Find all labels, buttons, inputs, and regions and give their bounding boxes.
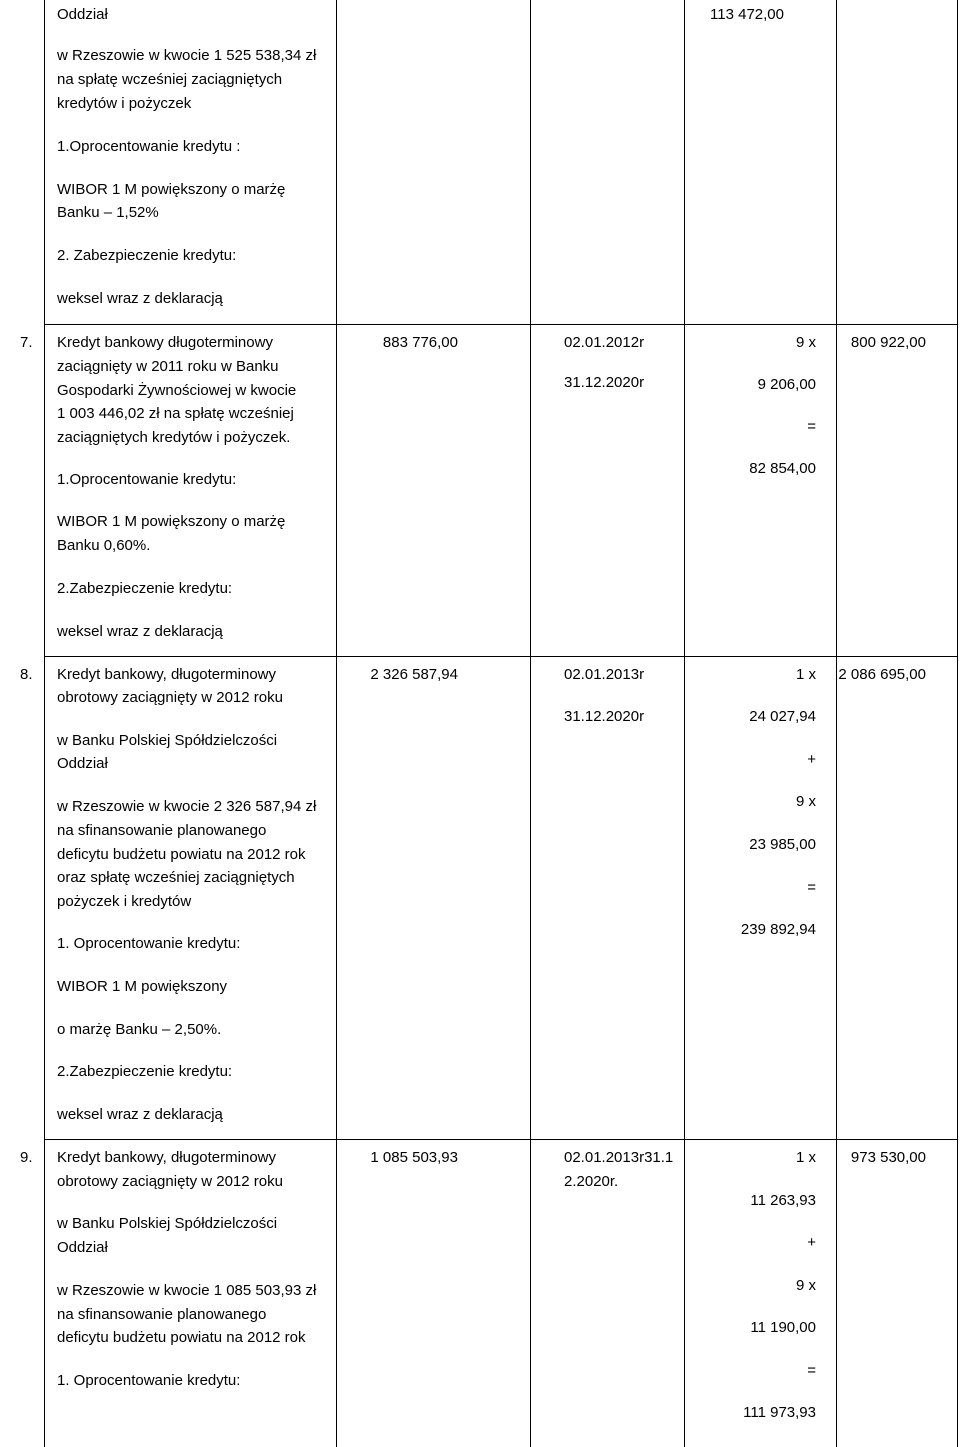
description-line: deficytu budżetu powiatu na 2012 rok — [57, 846, 306, 863]
schedule-line: 82 854,00 — [749, 460, 816, 477]
description-line: Banku – 1,52% — [57, 204, 159, 221]
description-line: w Rzeszowie w kwocie 2 326 587,94 zł — [57, 798, 317, 815]
description-line: Banku 0,60%. — [57, 537, 151, 554]
description-line: 1 003 446,02 zł na spłatę wcześniej — [57, 405, 294, 422]
row-number: 9. — [20, 1149, 33, 1166]
remaining-amount: 973 530,00 — [850, 1149, 926, 1166]
column-divider — [336, 0, 337, 1447]
schedule-line: 9 x — [795, 793, 816, 810]
description-line: kredytów i pożyczek — [57, 95, 192, 112]
column-divider — [684, 0, 685, 1447]
schedule-line: 23 985,00 — [749, 836, 816, 853]
schedule-line: 24 027,94 — [749, 708, 816, 725]
row-divider — [44, 656, 958, 657]
description-line: 2. Zabezpieczenie kredytu: — [57, 247, 237, 264]
schedule-line: 11 190,00 — [750, 1319, 816, 1336]
description-line: Gospodarki Żywnościowej w kwocie — [57, 382, 297, 399]
description-line: na spłatę wcześniej zaciągniętych — [57, 71, 283, 88]
description-line: deficytu budżetu powiatu na 2012 rok — [57, 1329, 306, 1346]
description-line: 1. Oprocentowanie kredytu: — [57, 935, 241, 952]
description-line: zaciągniętych kredytów i pożyczek. — [57, 429, 291, 446]
description-line: WIBOR 1 M powiększony o marżę — [57, 181, 286, 198]
column-divider — [836, 0, 837, 1447]
schedule-line: = — [807, 418, 816, 435]
description-line: na sfinansowanie planowanego — [57, 822, 267, 839]
description-line: Oddział — [57, 6, 108, 23]
remaining-amount: 113 472,00 — [710, 6, 784, 23]
schedule-line: 239 892,94 — [740, 921, 816, 938]
description-line: w Banku Polskiej Spółdzielczości — [57, 732, 278, 749]
description-line: w Rzeszowie w kwocie 1 085 503,93 zł — [57, 1282, 317, 1299]
description-line: o marżę Banku – 2,50%. — [57, 1021, 222, 1038]
row-number: 7. — [20, 334, 33, 351]
row-number: 8. — [20, 666, 33, 683]
schedule-line: 11 263,93 — [750, 1192, 816, 1209]
schedule-line: + — [807, 1234, 816, 1251]
description-line: obrotowy zaciągnięty w 2012 roku — [57, 689, 283, 706]
date-start: 02.01.2013r31.1 — [564, 1149, 674, 1166]
description-line: WIBOR 1 M powiększony — [57, 978, 228, 995]
description-line: w Banku Polskiej Spółdzielczości — [57, 1215, 278, 1232]
description-line: weksel wraz z deklaracją — [57, 623, 223, 640]
description-line: weksel wraz z deklaracją — [57, 290, 223, 307]
schedule-line: + — [807, 751, 816, 768]
description-line: oraz spłatę wcześniej zaciągniętych — [57, 869, 295, 886]
loan-amount: 2 326 587,94 — [370, 666, 458, 683]
column-divider — [44, 0, 45, 1447]
schedule-line: 9 x — [795, 334, 816, 351]
column-divider — [530, 0, 531, 1447]
date-end: 2.2020r. — [564, 1173, 619, 1190]
row-divider — [44, 324, 958, 325]
description-line: Oddział — [57, 755, 108, 772]
description-line: WIBOR 1 M powiększony o marżę — [57, 513, 286, 530]
loan-amount: 1 085 503,93 — [370, 1149, 458, 1166]
schedule-line: 9 206,00 — [757, 376, 816, 393]
schedule-line: 9 x — [795, 1277, 816, 1294]
description-line: obrotowy zaciągnięty w 2012 roku — [57, 1173, 283, 1190]
description-line: 1.Oprocentowanie kredytu : — [57, 138, 241, 155]
description-line: zaciągnięty w 2011 roku w Banku — [57, 358, 279, 375]
date-end: 31.12.2020r — [564, 708, 645, 725]
description-line: 2.Zabezpieczenie kredytu: — [57, 1063, 233, 1080]
description-line: weksel wraz z deklaracją — [57, 1106, 223, 1123]
remaining-amount: 800 922,00 — [850, 334, 926, 351]
description-line: Kredyt bankowy długoterminowy — [57, 334, 273, 351]
description-line: na sfinansowanie planowanego — [57, 1306, 267, 1323]
description-line: Oddział — [57, 1239, 108, 1256]
date-start: 02.01.2012r — [564, 334, 645, 351]
description-line: Kredyt bankowy, długoterminowy — [57, 666, 276, 683]
date-end: 31.12.2020r — [564, 374, 645, 391]
description-line: 1.Oprocentowanie kredytu: — [57, 471, 237, 488]
description-line: 1. Oprocentowanie kredytu: — [57, 1372, 241, 1389]
schedule-line: 111 973,93 — [743, 1404, 816, 1421]
schedule-line: 1 x — [795, 666, 816, 683]
schedule-line: = — [807, 879, 816, 896]
column-divider — [957, 0, 958, 1447]
loan-amount: 883 776,00 — [382, 334, 458, 351]
row-divider — [44, 1139, 958, 1140]
date-start: 02.01.2013r — [564, 666, 645, 683]
description-line: pożyczek i kredytów — [57, 893, 192, 910]
description-line: 2.Zabezpieczenie kredytu: — [57, 580, 233, 597]
description-line: Kredyt bankowy, długoterminowy — [57, 1149, 276, 1166]
schedule-line: 1 x — [795, 1149, 816, 1166]
schedule-line: = — [807, 1362, 816, 1379]
description-line: w Rzeszowie w kwocie 1 525 538,34 zł — [57, 47, 317, 64]
remaining-amount: 2 086 695,00 — [838, 666, 926, 683]
